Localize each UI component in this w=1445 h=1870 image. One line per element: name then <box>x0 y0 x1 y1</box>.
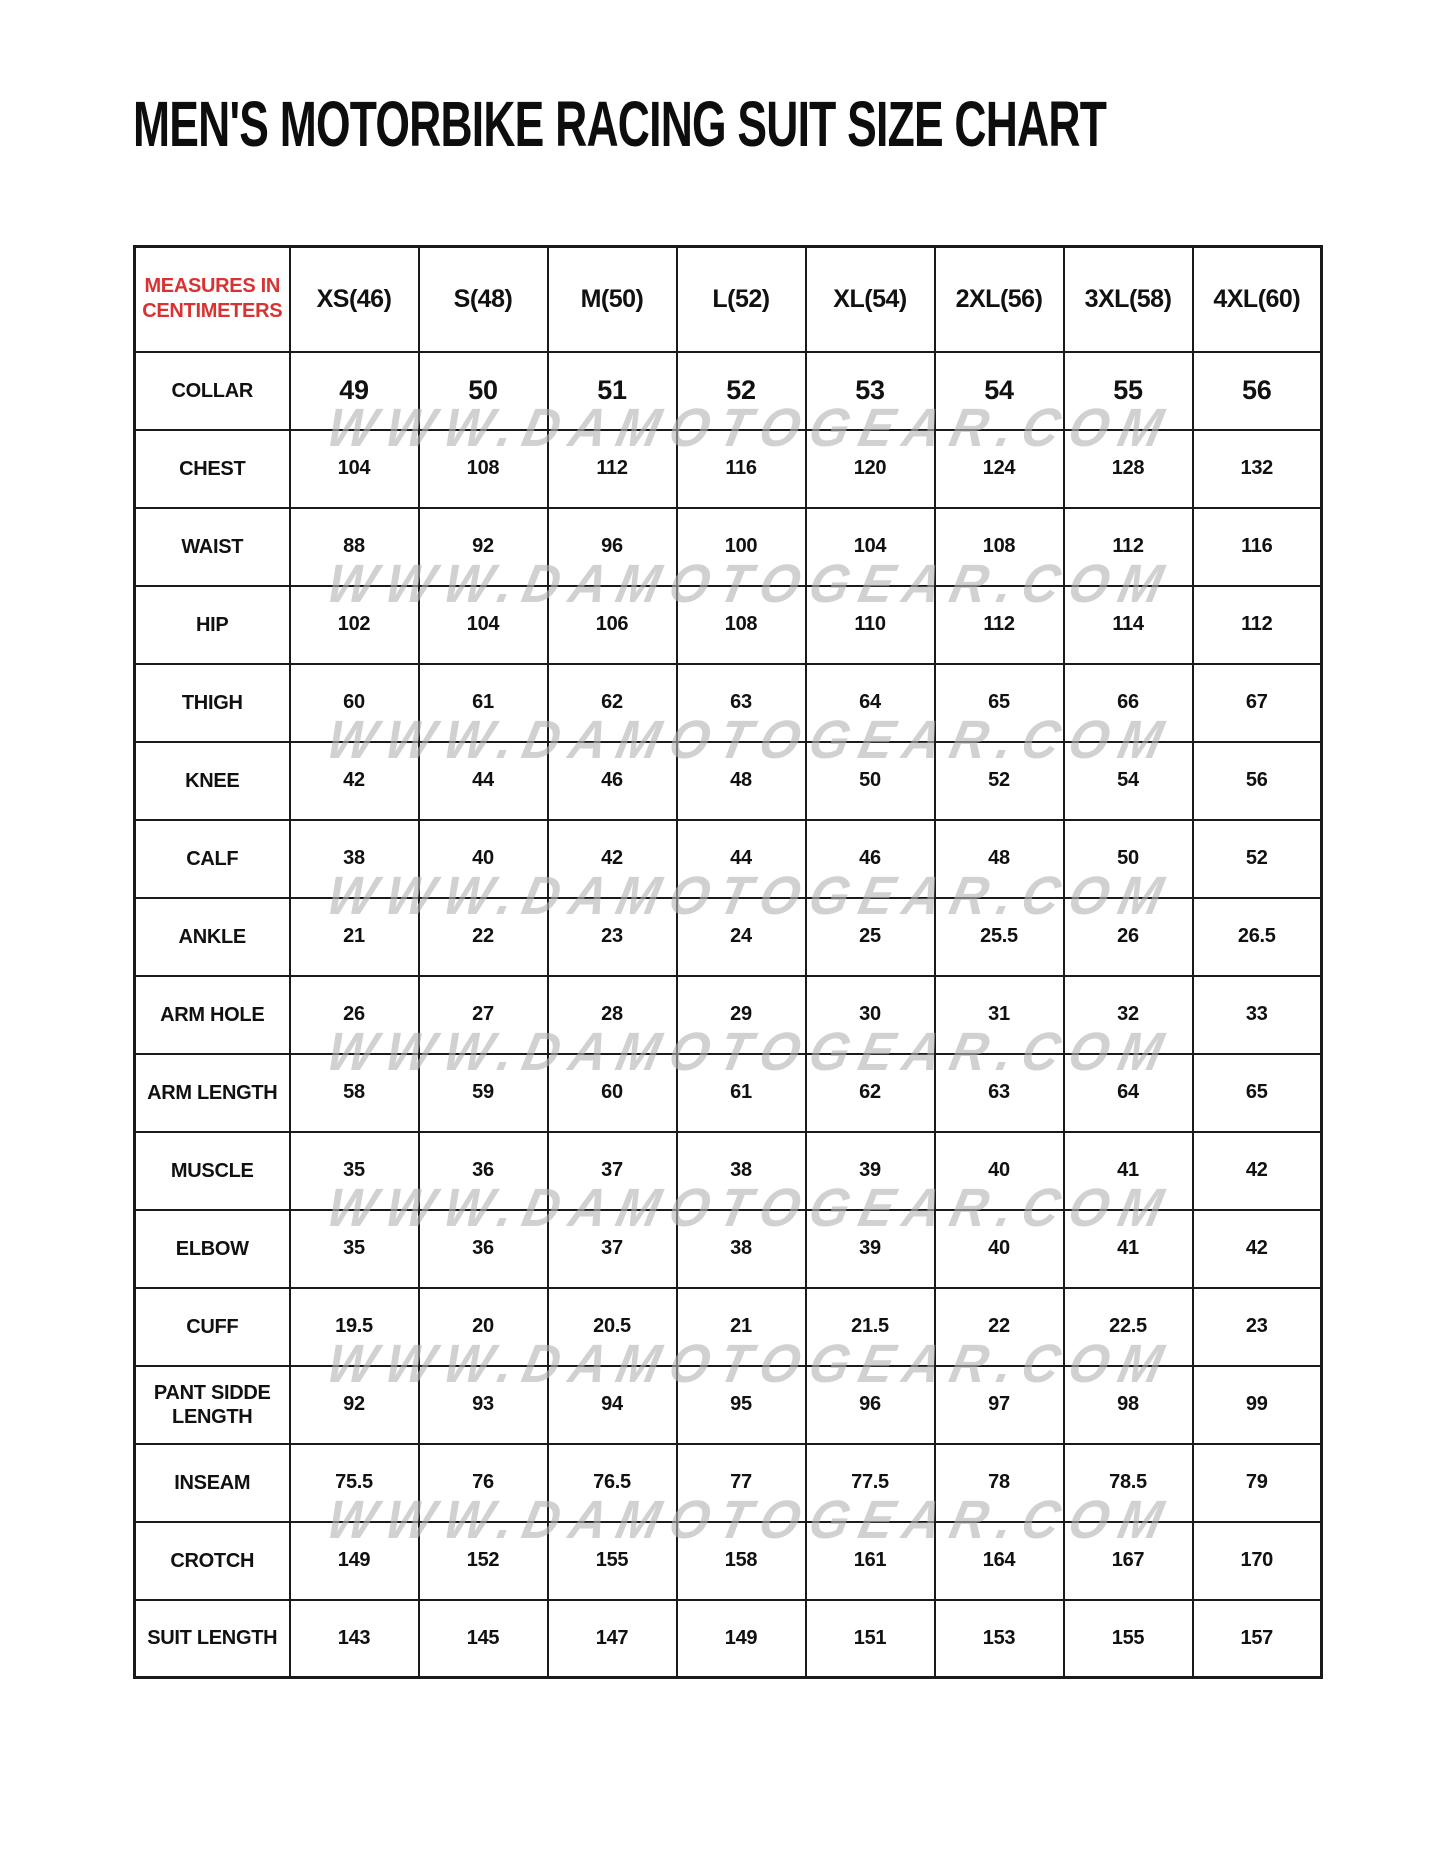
size-cell: 149 <box>290 1522 419 1600</box>
watermark-text: WWW.DAMOTOGEAR.COM <box>321 1022 1179 1082</box>
size-cell: 63 <box>677 664 806 742</box>
size-cell: 96 <box>806 1366 935 1444</box>
size-cell: 35 <box>290 1210 419 1288</box>
size-cell: 106 <box>548 586 677 664</box>
column-header-xs-46-: XS(46) <box>290 247 419 352</box>
size-cell: 145 <box>419 1600 548 1678</box>
size-cell: 167 <box>1064 1522 1193 1600</box>
size-cell: 44 <box>419 742 548 820</box>
column-header-xl-54-: XL(54) <box>806 247 935 352</box>
size-cell: 155 <box>1064 1600 1193 1678</box>
size-cell: 79 <box>1193 1444 1322 1522</box>
table-row-crotch <box>135 1522 1322 1600</box>
size-cell: 96 <box>548 508 677 586</box>
size-cell: 128 <box>1064 430 1193 508</box>
size-cell: 100 <box>677 508 806 586</box>
size-cell: 147 <box>548 1600 677 1678</box>
size-cell: 65 <box>1193 1054 1322 1132</box>
row-label: ARM LENGTH <box>135 1054 290 1132</box>
size-cell: 42 <box>1193 1210 1322 1288</box>
size-cell: 153 <box>935 1600 1064 1678</box>
size-cell: 48 <box>677 742 806 820</box>
size-cell: 21 <box>290 898 419 976</box>
size-cell: 64 <box>806 664 935 742</box>
table-row-muscle <box>135 1132 1322 1210</box>
size-cell: 149 <box>677 1600 806 1678</box>
table-row-suit-length <box>135 1600 1322 1678</box>
size-cell: 76 <box>419 1444 548 1522</box>
row-label: ARM HOLE <box>135 976 290 1054</box>
row-label: WAIST <box>135 508 290 586</box>
size-cell: 35 <box>290 1132 419 1210</box>
row-label: CROTCH <box>135 1522 290 1600</box>
size-cell: 152 <box>419 1522 548 1600</box>
size-cell: 77.5 <box>806 1444 935 1522</box>
size-cell: 66 <box>1064 664 1193 742</box>
size-cell: 59 <box>419 1054 548 1132</box>
size-cell: 22 <box>935 1288 1064 1366</box>
size-cell: 38 <box>677 1132 806 1210</box>
size-cell: 38 <box>290 820 419 898</box>
size-cell: 46 <box>548 742 677 820</box>
watermark-text: WWW.DAMOTOGEAR.COM <box>321 710 1179 770</box>
watermark-text: WWW.DAMOTOGEAR.COM <box>321 554 1179 614</box>
size-cell: 64 <box>1064 1054 1193 1132</box>
size-cell: 50 <box>1064 820 1193 898</box>
size-cell: 93 <box>419 1366 548 1444</box>
size-cell: 95 <box>677 1366 806 1444</box>
size-cell: 25.5 <box>935 898 1064 976</box>
size-cell: 75.5 <box>290 1444 419 1522</box>
row-label: ANKLE <box>135 898 290 976</box>
size-cell: 53 <box>806 352 935 430</box>
size-cell: 26 <box>1064 898 1193 976</box>
watermark-text: WWW.DAMOTOGEAR.COM <box>321 866 1179 926</box>
row-label: CHEST <box>135 430 290 508</box>
size-cell: 104 <box>419 586 548 664</box>
size-cell: 21.5 <box>806 1288 935 1366</box>
size-cell: 98 <box>1064 1366 1193 1444</box>
row-label: COLLAR <box>135 352 290 430</box>
table-row-calf <box>135 820 1322 898</box>
size-cell: 37 <box>548 1210 677 1288</box>
column-header-4xl-60-: 4XL(60) <box>1193 247 1322 352</box>
size-cell: 143 <box>290 1600 419 1678</box>
size-cell: 94 <box>548 1366 677 1444</box>
size-cell: 50 <box>806 742 935 820</box>
table-row-waist <box>135 508 1322 586</box>
size-cell: 40 <box>935 1210 1064 1288</box>
table-row-elbow <box>135 1210 1322 1288</box>
size-cell: 110 <box>806 586 935 664</box>
table-row-arm-length <box>135 1054 1322 1132</box>
size-cell: 158 <box>677 1522 806 1600</box>
size-cell: 99 <box>1193 1366 1322 1444</box>
size-cell: 78 <box>935 1444 1064 1522</box>
table-row-cuff <box>135 1288 1322 1366</box>
size-cell: 22.5 <box>1064 1288 1193 1366</box>
size-cell: 19.5 <box>290 1288 419 1366</box>
corner-header-measures-in-centimeters: MEASURES IN CENTIMETERS <box>135 247 290 352</box>
size-cell: 36 <box>419 1132 548 1210</box>
size-cell: 40 <box>419 820 548 898</box>
size-cell: 56 <box>1193 352 1322 430</box>
table-row-inseam <box>135 1444 1322 1522</box>
size-cell: 20 <box>419 1288 548 1366</box>
size-cell: 61 <box>677 1054 806 1132</box>
size-cell: 42 <box>548 820 677 898</box>
row-label: SUIT LENGTH <box>135 1600 290 1678</box>
size-cell: 54 <box>1064 742 1193 820</box>
size-cell: 92 <box>419 508 548 586</box>
size-cell: 108 <box>419 430 548 508</box>
table-row-hip <box>135 586 1322 664</box>
column-header-3xl-58-: 3XL(58) <box>1064 247 1193 352</box>
size-cell: 37 <box>548 1132 677 1210</box>
size-cell: 55 <box>1064 352 1193 430</box>
size-cell: 49 <box>290 352 419 430</box>
size-cell: 112 <box>1064 508 1193 586</box>
header-row <box>135 247 1322 352</box>
size-cell: 67 <box>1193 664 1322 742</box>
size-cell: 78.5 <box>1064 1444 1193 1522</box>
size-cell: 21 <box>677 1288 806 1366</box>
size-cell: 54 <box>935 352 1064 430</box>
size-cell: 116 <box>1193 508 1322 586</box>
size-cell: 102 <box>290 586 419 664</box>
size-cell: 114 <box>1064 586 1193 664</box>
column-header-2xl-56-: 2XL(56) <box>935 247 1064 352</box>
size-cell: 76.5 <box>548 1444 677 1522</box>
row-label: HIP <box>135 586 290 664</box>
size-cell: 41 <box>1064 1210 1193 1288</box>
size-cell: 52 <box>677 352 806 430</box>
size-cell: 88 <box>290 508 419 586</box>
size-cell: 124 <box>935 430 1064 508</box>
size-cell: 33 <box>1193 976 1322 1054</box>
size-cell: 108 <box>677 586 806 664</box>
column-header-l-52-: L(52) <box>677 247 806 352</box>
size-cell: 50 <box>419 352 548 430</box>
size-cell: 120 <box>806 430 935 508</box>
page-title: MEN'S MOTORBIKE RACING SUIT SIZE CHART <box>133 89 1107 161</box>
size-cell: 60 <box>290 664 419 742</box>
row-label: CUFF <box>135 1288 290 1366</box>
size-cell: 132 <box>1193 430 1322 508</box>
size-cell: 58 <box>290 1054 419 1132</box>
row-label: CALF <box>135 820 290 898</box>
watermark-text: WWW.DAMOTOGEAR.COM <box>321 1334 1179 1394</box>
watermark-text: WWW.DAMOTOGEAR.COM <box>321 398 1179 458</box>
size-cell: 151 <box>806 1600 935 1678</box>
size-cell: 22 <box>419 898 548 976</box>
size-cell: 112 <box>548 430 677 508</box>
table-body <box>135 352 1322 1678</box>
table-row-arm-hole <box>135 976 1322 1054</box>
size-cell: 31 <box>935 976 1064 1054</box>
row-label: KNEE <box>135 742 290 820</box>
size-cell: 29 <box>677 976 806 1054</box>
size-cell: 63 <box>935 1054 1064 1132</box>
size-cell: 38 <box>677 1210 806 1288</box>
size-cell: 28 <box>548 976 677 1054</box>
size-cell: 155 <box>548 1522 677 1600</box>
table-row-collar <box>135 352 1322 430</box>
size-cell: 56 <box>1193 742 1322 820</box>
size-cell: 32 <box>1064 976 1193 1054</box>
size-cell: 52 <box>1193 820 1322 898</box>
size-cell: 27 <box>419 976 548 1054</box>
size-cell: 108 <box>935 508 1064 586</box>
watermark-text: WWW.DAMOTOGEAR.COM <box>321 1490 1179 1550</box>
size-cell: 20.5 <box>548 1288 677 1366</box>
row-label: PANT SIDDE LENGTH <box>135 1366 290 1444</box>
size-cell: 42 <box>1193 1132 1322 1210</box>
size-cell: 44 <box>677 820 806 898</box>
size-cell: 41 <box>1064 1132 1193 1210</box>
size-cell: 112 <box>1193 586 1322 664</box>
size-cell: 104 <box>806 508 935 586</box>
size-cell: 61 <box>419 664 548 742</box>
size-cell: 170 <box>1193 1522 1322 1600</box>
size-cell: 65 <box>935 664 1064 742</box>
size-cell: 164 <box>935 1522 1064 1600</box>
size-cell: 77 <box>677 1444 806 1522</box>
size-cell: 39 <box>806 1132 935 1210</box>
size-cell: 112 <box>935 586 1064 664</box>
size-cell: 92 <box>290 1366 419 1444</box>
size-cell: 46 <box>806 820 935 898</box>
size-cell: 48 <box>935 820 1064 898</box>
size-cell: 23 <box>548 898 677 976</box>
table-row-thigh <box>135 664 1322 742</box>
size-cell: 51 <box>548 352 677 430</box>
size-cell: 26 <box>290 976 419 1054</box>
size-cell: 97 <box>935 1366 1064 1444</box>
row-label: ELBOW <box>135 1210 290 1288</box>
size-cell: 116 <box>677 430 806 508</box>
size-cell: 25 <box>806 898 935 976</box>
size-cell: 36 <box>419 1210 548 1288</box>
size-cell: 52 <box>935 742 1064 820</box>
table-header <box>135 247 1322 352</box>
size-cell: 39 <box>806 1210 935 1288</box>
size-cell: 42 <box>290 742 419 820</box>
table-row-pant-sidde-length <box>135 1366 1322 1444</box>
size-cell: 40 <box>935 1132 1064 1210</box>
table-row-knee <box>135 742 1322 820</box>
size-cell: 23 <box>1193 1288 1322 1366</box>
column-header-s-48-: S(48) <box>419 247 548 352</box>
table-row-chest <box>135 430 1322 508</box>
table-row-ankle <box>135 898 1322 976</box>
size-cell: 24 <box>677 898 806 976</box>
watermark-text: WWW.DAMOTOGEAR.COM <box>321 1178 1179 1238</box>
row-label: MUSCLE <box>135 1132 290 1210</box>
size-cell: 104 <box>290 430 419 508</box>
size-cell: 161 <box>806 1522 935 1600</box>
size-cell: 30 <box>806 976 935 1054</box>
column-header-m-50-: M(50) <box>548 247 677 352</box>
row-label: THIGH <box>135 664 290 742</box>
size-cell: 157 <box>1193 1600 1322 1678</box>
size-cell: 26.5 <box>1193 898 1322 976</box>
size-cell: 62 <box>548 664 677 742</box>
size-cell: 62 <box>806 1054 935 1132</box>
size-chart-table <box>133 245 1323 1679</box>
size-cell: 60 <box>548 1054 677 1132</box>
row-label: INSEAM <box>135 1444 290 1522</box>
